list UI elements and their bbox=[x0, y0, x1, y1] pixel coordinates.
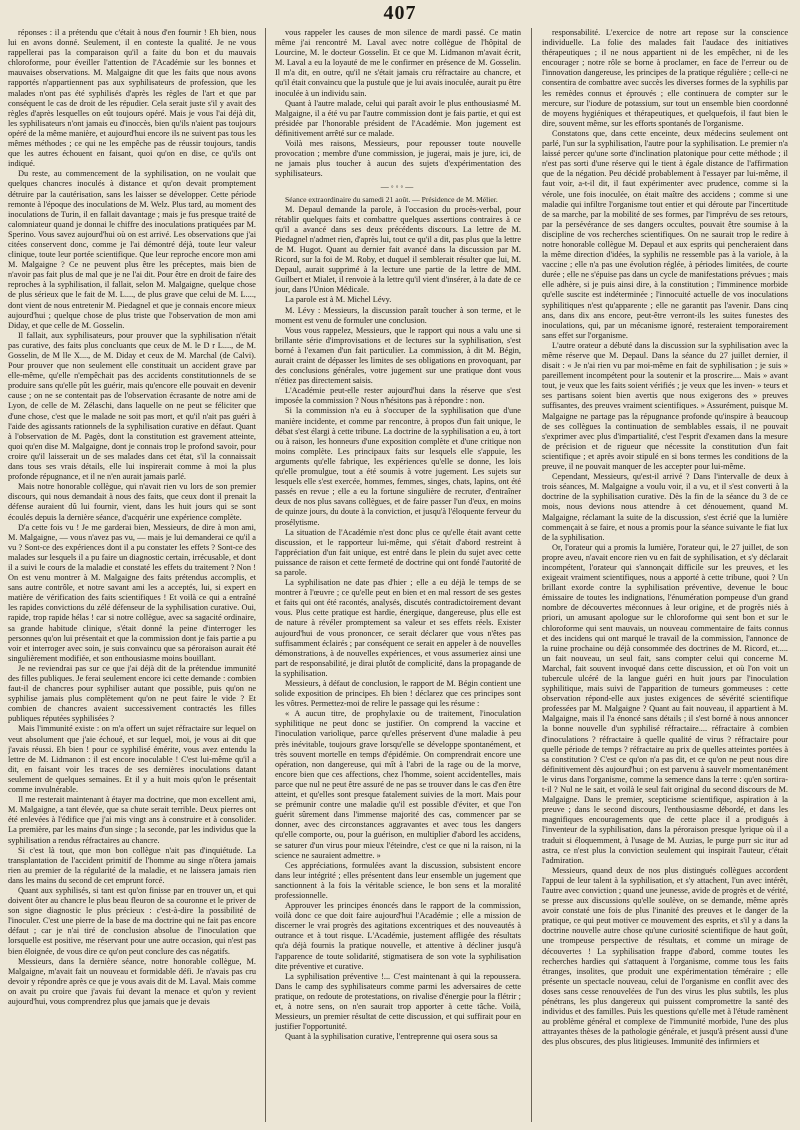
paragraph: La parole est à M. Michel Lévy. bbox=[285, 295, 392, 305]
paragraph: responsabilité. L'exercice de notre art repose sur la conscience individuelle. La folie des malades fait l'audace des initiatives thérapeutiques ; il ne nous appartient ni de les empêcher, ni de les encourager ; notre rôle se borne à proclamer, en face de l'erreur ou de l'innovation dangereuse, les principes de la pratique régulière ; celle-ci ne consentira de combattre avec succès les diverses formes de la syphilis par les remèdes connus et éprouvés ; elle continuera de compter sur le mercure, sur l'iodure de potassium, sur tout un ensemble bien coordonné de moyens hygiéniques et thérapeutiques, et quelquefois, il faut bien le dire, souvent même, sur les efforts spontanés de l'organisme. bbox=[542, 28, 788, 128]
paragraph: Messieurs, dans la dernière séance, notre honorable collègue, M. Malgaigne, m'avait fait un nouveau et formidable défi. Je n'avais pas cru devoir y répondre après ce que je vous avais dit de M. Laval. Mais comme on avait pu croire que j'avais fui devant la menace et qu'on y revient aujourd'hui, vous comprendrez plus que jamais que je devais bbox=[8, 956, 256, 1006]
paragraph: Messieurs, quand deux de nos plus distingués collègues accordent l'appui de leur talent à la syphilisation, et s'y attachent, l'un avec intérêt, l'autre avec conviction ; quand une jeunesse, avide de progrès et de vérité, se presse aux discussions qu'elle soulève, on se demande, même après avoir constaté une fois de plus l'inanité des preuves et le danger de la pratique, ce qui peut motiver ce mouvement des esprits, et s'il y a dans la doctrine nouvelle autre chose qu'une curiosité scientifique de haut goût, une trompeuse perspective de résultats, et comme un mirage de découvertes ! La syphilisation frappe d'abord, comme toutes les recherches hardies qui s'attaquent à l'organisme, comme tous les faits étranges, insolites, que produit une expérimentation téméraire ; elle présente un spectacle nouveau, celui de l'organisme en conflit avec des doses sans cesse renouvelées de l'un des virus les plus subtils, les plus pénétrans, les plus dangereux qui puissent compromettre la santé des individus et des familles. Puis les questions qu'elle met à l'étude ramènent au problème général et complexe de l'immunité morbide, l'une des plus attrayantes thèses de la pathologie générale, et jusqu'à présent aussi d'une des plus obscures, des plus litigieuses. Immunité des infirmiers et bbox=[542, 865, 788, 1047]
paragraph: Il fallait, aux syphilisateurs, pour prouver que la syphilisation n'était pas curative, des faits plus concluants que ceux de M. le D r L...., de M. Gosselin, de M lle X...., de M. Diday et ceux de M. Marchal (de Calvi). Pour prouver que non seulement elle constituait un accident grave par elle-même, qu'elle n'empêchait pas des accidents constitutionnels de se produire sans qu'elle pût les guérir, mais qu'encore elle pouvait en devenir cause ; on ne se contentait pas de l'observation écrasante de notre ami de Lyon, de celle de M. Zélaschi, dans laquelle on ne peut se féliciter que d'une chose, c'est que le malade ne soit pas mort, et qu'il n'ait pas guéri à l'aide des agissants rationnels de la syphilisation curative en défaut. Quant à l'observation de M. Pagès, dont la constitution est gravement atteinte, quoi qu'en dise M. Malgaigne, dont je connais trop le profond savoir, pour croire qu'il laisserait un de ses malades dans cet état, s'il la connaissait dans tous ses vrais détails, elle lui inspirerait comme à moi la plus profonde répugnance, et il ne n'en aurait jamais parlé. bbox=[8, 330, 256, 482]
column-right bbox=[542, 28, 788, 1122]
paragraph: Mais l'immunité existe : on m'a offert un sujet réfractaire sur lequel on veut absolument que j'aie échoué, et sur lequel, moi, je vous ai dit que j'avais réussi. Eh bien ! pour ce syphilisé émérite, vous avez entendu la lettre de M. Lidmanon : il est encore inoculable ! C'est lui-même qu'il a dit, en faisant voir les traces de ses dernières inoculations datant seulement de quelques semaines. Et il y a huit mois qu'on le présentait comme invulnérable. bbox=[8, 724, 256, 795]
paragraph: Vous vous rappelez, Messieurs, que le rapport qui nous a valu une si brillante série d'improvisations et de lectures sur la syphilisation, s'est borné à l'examen d'un fait particulier. La commission, à dit M. Bégin, aurait craint de dépasser les limites de ses obligations en provoquant, par des conclusions générales, votre jugement sur une pratique dont vous n'étiez pas directement saisis. bbox=[275, 325, 521, 386]
paragraph: Voilà mes raisons, Messieurs, pour repousser toute nouvelle provocation ; membre d'une commission, je jugerai, mais je jure, ici, de ne jamais plus toucher à aucun des sujets d'expérimentation des syphilisateurs. bbox=[275, 139, 521, 179]
paragraph: « A aucun titre, de prophylaxie ou de traitement, l'inoculation syphilitique ne peut donc se justifier. On comprend la vaccine et l'inoculation variolique, parce qu'elles préservent d'une maladie à peu près inévitable, toujours grave lorsqu'elle se développe spontanément, et très souvent mortelle en temps d'épidémie. On comprendrait encore une opération, non dangereuse, qui mît à l'abri de la rage ou de la morve, encore bien que ces affections, chez l'homme, soient accidentelles, mais parce que nul ne peut être assuré de ne pas se trouver dans le cas d'en être atteint, et qu'elles sont presque fatalement suivies de la mort. Mais pour se prémunir contre une maladie qu'il est possible d'éviter, et que l'on guérit sûrement dans l'immense majorité des cas, commencer par se donner, avec des circonstances aggravantes et avec tous les dangers qu'elle comporte, ou, pour la guérison, en multiplier d'abord les accidens, se saturer d'un virus pour mieux l'éteindre, c'est ce que ni la raison, ni la science ne sauraient admettre. » bbox=[275, 709, 521, 860]
column-middle bbox=[275, 28, 521, 1122]
paragraph: Je ne reviendrai pas sur ce que j'ai déjà dit de la prétendue immunité des filles publiques. Je ferai seulement encore ici cette demande : combien faut-il de chancres pour syphiliser autant que possible, puis qu'on ne syphilise jamais plus complètement qu'on ne peut faire le vide ? Et combien de chancres avaient successivement contractés les filles publiques réputées syphilisées ? bbox=[8, 663, 256, 724]
paragraph: La syphilisation préventive !... C'est maintenant à qui la repoussera. Dans le camp des syphilisateurs comme parmi les adversaires de cette pratique, on redoute de protestations, on rivalise d'énergie pour la flétrir ; et, à notre sens, on n'en saurait trop apporter à cette tâche. Voilà, Messieurs, un premier résultat de cette discussion, et qui suffirait pour en justifier l'opportunité. bbox=[275, 971, 521, 1032]
paragraph: La syphilisation ne date pas d'hier ; elle a eu déjà le temps de se montrer à l'œuvre ; ce qu'elle peut en bien et en mal ressort de ses gestes et faits qui ont été racontés, analysés, discutés contradictoirement devant vous. Plus cette pratique est hardie, énergique, dangereuse, plus elle est de nature à révéler promptement sa valeur et ses effets réels. Exister aujourd'hui de vous prononcer, ce serait déclarer que vous n'êtes pas suffisamment éclairés ; par conséquent ce serait en appeler à de nouvelles démonstrations, à de nouvelles expériences, et vous assumeriez ainsi une part de responsabilité, je dirai plutôt de complicité, dans la propagande de la syphilisation. bbox=[275, 578, 521, 678]
column-rule-left bbox=[265, 28, 266, 1122]
paragraph: Si la commission n'a eu à s'occuper de la syphilisation que d'une manière incidente, et comme par rencontre, à propos d'un fait unique, le débat s'est élargi à cette tribune. La doctrine de la syphilisation a eu, à tort ou à raison, les honneurs d'une exposition complète et d'une critique non moins complète. Les principaux faits sur lesquels elle s'appuie, les arguments qu'elle fabrique, les expériences qu'elle se donne, les lois qu'elle promulgue, tout a été soumis à votre jugement. Les sujets sur lesquels elle s'est exercée, hommes, femmes, singes, chats, lapins, ont été passés en revue ; elle a eu la fortune singulière de recruter, d'entraîner deux de nos plus savans collègues, et de faire passer l'un d'eux, en moins de quinze jours, du doute à la conviction, et jusqu'à l'éloquente ferveur du prosélytisme. bbox=[275, 406, 521, 527]
paragraph: Ces appréciations, formulées avant la discussion, subsistent encore dans leur intégrité ; elles présentent dans leur ensemble un jugement que sanctionnent à la fois la véritable science, le bon sens et la moralité professionnelle. bbox=[275, 860, 521, 900]
paragraph: Constatons que, dans cette enceinte, deux médecins seulement ont parlé, l'un sur la syphilisation, l'autre pour la syphilisation. Le premier n'a laissé percer qu'une sorte d'inclination platonique pour cette méthode ; il n'est pas sorti d'une réserve qui le tient à égale distance de l'affirmation que de la négation. Peu décidé probablement à l'essayer par lui-même, il faut voir, a-t-il dit, il faut expérimenter avec prudence, comme si la vérole, une fois inoculée, on était maître des accidens ; comme si une maladie qui infiltre l'organisme tout entier et qui déroute par l'incertitude de sa marche, par la mobilité de ses formes, par l'imprévu de ses retours, par la persévérance de ses dangers occultes, pouvait être soumise à la discipline de vos recherches scientifiques. On ne saurait trop le redire à notre honorable collègue M. Depaul et aux esprits qui pencheraient dans la même direction d'idées, la syphilis ne ressemble pas à la variole, à la vaccine ; elle n'a pas une évolution réglée, à périodes limitées, de courte durée ; elle ne s'épuise pas dans un cycle de manifestations prévues ; mais elle adhère, si je puis ainsi dire, à la constitution ; l'imminence morbide qu'elle suscite est indéterminée ; l'innocuité actuelle de vos inoculations syphilitiques n'est qu'apparente ; elle ne garantit pas l'avenir. Dans cinq ans, dans dix ans encore, peut-être verront-ils les suites funestes des inoculations, qui, par un mécanisme ignoré, resteraient temporairement sans effet sur l'organisme. bbox=[542, 128, 788, 340]
section-divider: —◦◦◦— bbox=[380, 182, 416, 192]
paragraph: Quant à la syphilisation curative, l'entreprenne qui osera sous sa bbox=[285, 1032, 498, 1042]
paragraph: Quant aux syphilisés, si tant est qu'on finisse par en trouver un, et qui doivent ôter au chancre le plus beau fleuron de sa couronne et le priver de son signe diagnostic le plus précieux : c'est-à-dire la possibilité de l'inoculer. C'est une pierre de la base de ma doctrine qui ne fait pas encore défaut ; car je n'ai tiré de conclusion absolue de l'inoculation que lorsquelle est positive, me réservant pour une autre occasion, qui n'est pas bien éloignée, de vous dire ce qu'on peut conclure des cas négatifs. bbox=[8, 885, 256, 956]
paragraph: Quant à l'autre malade, celui qui paraît avoir le plus enthousiasmé M. Malgaigne, il a été vu par l'autre commission dont je fais partie, et qui est présidée par l'honorable président de l'Académie. Mon jugement est définitivement arrêté sur ce malade. bbox=[275, 98, 521, 138]
paragraph: Du reste, au commencement de la syphilisation, on ne voulait que quelques chancres inoculés à distance et qu'on devait promptement détruire par la cautérisation, sans les laisser se développer. Cette période remonte à l'époque des inoculations de M. Welz. Plus tard, au moment des inoculations de Turin, il en fallait davantage ; mais je fus presque traité de calomniateur quand je donnai le chiffre des inoculations pratiquées par M. Sperino. Vous savez aujourd'hui où on est arrivé. Les observations que j'ai citées conservent donc, comme je l'ai démontré déjà, toute leur valeur clinique, toute leur portée scientifique. Que leur reproche encore mon ami M. Malgaigne ? Ce ne peuvent plus être les préceptes, mais bien de n'avoir pas fait plus de mal que je ne l'ai dit. Pour être en droit de faire des reproches à la syphilisation, il fallait, selon M. Malgaigne, quelque chose de plus sérieux que le fait de M. L...., de plus grave que celui de M. L...., dont vient de nous entretenir M. Piedagnel et que je connais encore mieux aujourd'hui ; quelque chose de plus triste que l'observation de mon ami Diday, et que celle de M. Gosselin. bbox=[8, 169, 256, 330]
page-number: 407 bbox=[383, 2, 417, 24]
paragraph: Mais notre honorable collègue, qui n'avait rien vu lors de son premier discours, qui nous demandait à nous des faits, que ceux dont il prenait la défense auraient dû lui fournir, vient, dans les huit jours qui se sont écoulés depuis la dernière séance, d'acquérir une expérience complète. bbox=[8, 482, 256, 522]
column-middle-session-text bbox=[275, 205, 521, 1043]
session-heading: Séance extraordinaire du samedi 21 août. — Présidence de M. Mélier. bbox=[285, 194, 498, 204]
paragraph: Si c'est là tout, que mon bon collègue n'ait pas d'inquiétude. La transplantation de l'accident primitif de l'homme au singe n'ôtera jamais rien au premier de la régularité de la maladie, et ne laissera jamais rien dans les mains du second de cet emprunt forcé. bbox=[8, 845, 256, 885]
paragraph: Messieurs, à défaut de conclusion, le rapport de M. Bégin contient une solide exposition de principes. Eh bien ! déclarez que ces principes sont les vôtres. Permettez-moi de relire le passage qui les résume : bbox=[275, 679, 521, 709]
paragraph: M. Depaul demande la parole, à l'occasion du procès-verbal, pour rétablir quelques faits et combattre quelques assertions contraires à ce qu'il a avancé dans ses deux précédents discours. La lettre de M. Piedagnel n'admet rien, d'après lui, tout ce qu'il a dit, pas plus que la lettre de M. Hugot. Quant au dernier fait avancé dans la discussion par M. Ricord, sur la foi de M. Roby, et duquel il semblerait résulter que lui, M. Depaul, aurait supprimé à la lecture une partie de la lettre de MM. Guilbert et Mialet, il renvoie à la lettre qu'il vient d'insérer, à la date de ce jour, dans l'Union Médicale. bbox=[275, 204, 521, 295]
paragraph: L'autre orateur a débuté dans la discussion sur la syphilisation avec la même réserve que M. Depaul. Dans la séance du 27 juillet dernier, il disait : « Je n'ai rien vu par moi-même en fait de syphilisation ; je suis » pareillement incompétent pour la soutenir et la proscrire.... Mais » avant tout, je veux que les faits soient vérifiés ; je veux que les inven- » teurs et ses partisans soient bien avertis que nous exigerons des » preuves suffisantes, des preuves vraiment scientifiques. » Assurément, puisque M. Malgaigne ne partage pas la répugnance profonde qu'inspire à beaucoup de ses collègues la continuation de semblables essais, il ne pouvait s'exprimer avec plus d'impartialité, c'est l'esprit d'examen dans la mesure de précision et de rigueur que nécessite la constitution d'un fait scientifique ; et après avoir stipulé en si bons termes les conditions de la preuve, il ne pouvait manquer de les accepter pour lui-même. bbox=[542, 340, 788, 472]
paragraph: Cependant, Messieurs, qu'est-il arrivé ? Dans l'intervalle de deux à trois séances, M. Malgaigne a voulu voir, il a vu, et il s'est converti à la doctrine de la syphilisation curative. Dès la fin de la séance du 3 de ce mois, nous devions nous attendre à cet dénouement, quand M. Malgaigne, réclamant la suite de la discussion, s'est écrié que la lumière commençait à se faire, et nous a promis pour la séance suivante le fiat lux de la syphilisation. bbox=[542, 472, 788, 542]
paragraph: Il me resterait maintenant à étayer ma doctrine, que mon excellent ami, M. Malgaigne, a tant élevée, que sa chute serait terrible. Deux pierres ont été enlevées à l'édifice que j'ai mis vingt ans à construire et à consolider. La première, par les mains d'un singe ; la seconde, par les individus que la syphilisation a rendus réfractaires au chancre. bbox=[8, 795, 256, 845]
column-rule-right bbox=[531, 28, 532, 1122]
paragraph: vous rappeler les causes de mon silence de mardi passé. Ce matin même j'ai rencontré M. Laval avec notre collègue de l'hôpital de Lourcine, M. le docteur Gosselin. Et ce que M. Lidmanon m'avait écrit, M. Laval a eu la loyauté de me le confirmer en présence de M. Gosselin. Il m'a dit, en outre, qu'il ne s'était jamais cru réfractaire au chancre, et qu'il était convaincu que la pustule que je lui avais inoculée, aurait pu être inoculée à un individu sain. bbox=[275, 28, 521, 98]
paragraph: D'a cette fois vu ! Je me garderai bien, Messieurs, de dire à mon ami, M. Malgaigne, — vous n'avez pas vu, — mais je lui demanderai ce qu'il a vu ? Sont-ce des expériences dont il a pu constater les effets ? Sont-ce des malades sur lesquels il a pu faire un diagnostic certain, irrécusable, et dont il a suivi le cours de la maladie et constaté les effets du traitement ? Non ! On est venu montrer à M. Malgaigne des faits prétendus accomplis, et sans autre contrôle, et notre savant ami les a acceptés, lui, si expert en matière de vérification des faits scientifiques ! Et voilà ce qui a entraîné les rapides convictions du zélé défenseur de la syphilisation curative. Oui, rapide, trop rapide hélas ! car si notre collègue, avec sa sagacité ordinaire, sa grande habitude clinique, s'était donné la peine d'interroger les personnes qu'on lui présentait et que la commission dont je fais partie a pu voir et interroger avec soin, je suis convaincu que sa péroraison aurait été singulièrement modifiée, et son enthousiasme moins bouillant. bbox=[8, 522, 256, 663]
paragraph: Or, l'orateur qui a promis la lumière, l'orateur qui, le 27 juillet, de son propre aveu, n'avait encore rien vu en fait de syphilisation, et s'y déclarait incompétent, l'orateur qui s'annonçait difficile sur les preuves, et les exigeait vraiment scientifiques, nous a apporté à cette tribune, quoi ? Un brillant exorde contre la syphilisation préventive, devenue le bouc émissaire de toutes les indignations, l'énumération pompeuse d'un grand nombre de découvertes méconnues à leur origine, et de progrès niés à priori, un amusant apologue sur le chloroforme qui sent bon et sur le chloroforme qui sent mauvais, un nouveau commentaire de faits connus et des incidens qui ont marqué le travail de la commission, l'annonce de la ruine prochaine ou déjà consommée des doctrines de M. Ricord, et..... un fait nouveau, un seul fait, sans compter celui qui concerne M. Marchal, fait souvent invoqué dans cette discussion, et où l'on voit un tubercule ulcéré de la langue guéri en huit jours par l'inoculation syphilitique, mais suivi de l'apparition de tumeurs gommeuses : cette observation répond-elle aux justes exigences de sévérité scientifique professées par M. Malgaigne ? Quant au fait nouveau, il appartient à M. Malgaigne, mais il l'a énoncé sans détails ; il s'est borné à nous annoncer la bonne nouvelle d'un syphilisé réfractaire.... réfractaire à combien d'inoculations ? réfractaire à quelle qualité de virus ? réfractaire pour quelle période de temps ? réfractaire au prix de quelles atteintes portées à sa constitution ? C'est ce qu'on n'a pas dit, et ce qu'on ne peut nous dire définitivement dès aujourd'hui ; on est parvenu à sauvelr momentanément le virus dans l'organisme, comme la semence dans la terre : qu'en sortira-t-il ? Nul ne le sait, et voilà le seul fait original du second discours de M. Malgaigne. Dans le premier, scepticisme scientifique, aspiration à la preuve ; dans le second discours, l'enthousiasme débordé, et dans les magnifiques encouragements que de cette place il a prodigués à l'inventeur de la syphilisation, dans la péroraison presque lyrique où il a traduit si éloquemment, à l'usage de M. Auzias, le purge purr sic itur ad astra, ce n'est plus la conviction seulement qui inspirait l'auteur, c'était l'admiration. bbox=[542, 542, 788, 865]
paragraph: M. Lévy : Messieurs, la discussion paraît toucher à son terme, et le moment est venu de formuler une conclusion. bbox=[275, 305, 521, 325]
paragraph: L'Académie peut-elle rester aujourd'hui dans la réserve que s'est imposée la commission ? Nous n'hésitons pas à répondre : non. bbox=[275, 386, 521, 406]
paragraph: réponses : il a prétendu que c'était à nous d'en fournir ! Eh bien, nous lui en avons donné. Seulement, il en conteste la qualité. Je ne vous rappellerai pas la comparaison qu'il a faite du bon et du mauvais chloroforme, pour éveiller l'attention de l'Académie sur les bonnes et mauvaises observations. M. Malgaigne dit que les faits que nous avons rapportés n'appartiennent pas aux syphilisateurs de profession, que les malades n'ont pas été syphilisés d'après les règles de l'art et que par conséquent le cas de droit de les répudier. Cela serait juste s'il y avait des règles d'après lesquelles on eût toujours opéré. Mais je vous l'ai déjà dit, les syphilisateurs n'ont jamais eu d'inoccès, bien qu'ils n'aient pas toujours opéré de la même manière, et aujourd'hui encore ils ne suivent pas tous les mêmes méthodes ; ce qui ne les empêche pas de réussir toujours, tandis que les autres échouent en faisant, quoi qu'on en dise, ce qu'ils ont indiqué. bbox=[8, 28, 256, 169]
paragraph: Approuver les principes énoncés dans le rapport de la commission, voilà donc ce que doit faire aujourd'hui l'Académie ; elle a mission de discerner le vrai progrès des agitations excentriques et des nouveautés à outrance et à tout risque. L'Académie, justement affligée des résultats qu'a déjà fournis la pratique nouvelle, et attentive à décliner jusqu'à l'apparence de toute solidarité, stigmatisera de son vote la syphilisation dite préventive et curative. bbox=[275, 901, 521, 971]
column-left bbox=[8, 28, 256, 1122]
paragraph: La situation de l'Académie n'est donc plus ce qu'elle était avant cette discussion, et le rapporteur lui-même, qui s'était d'abord restreint à l'appréciation d'un fait unique, est entré dans le plein du sujet avec cette puissance de raison et cette fermeté de doctrine qui ont fondé l'autorité de sa parole. bbox=[275, 527, 521, 577]
column-middle-continuation bbox=[275, 28, 521, 179]
